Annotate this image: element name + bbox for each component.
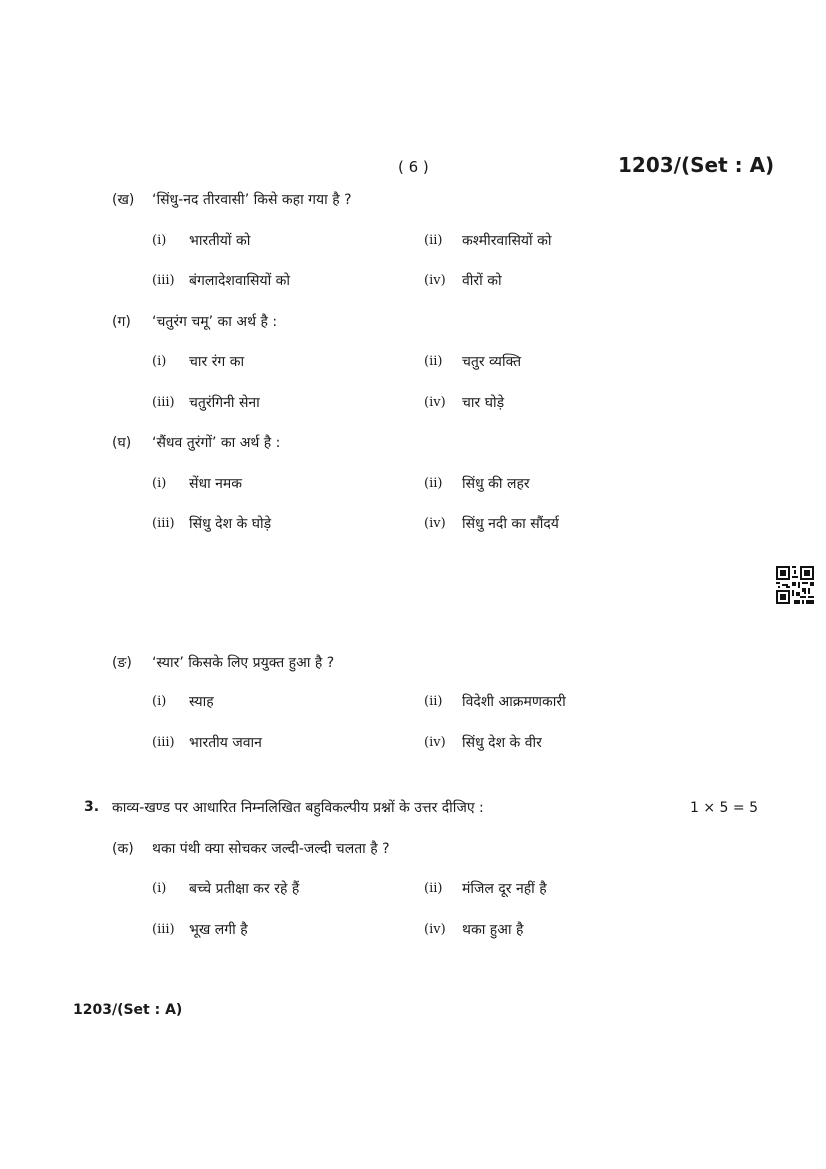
option-text: भारतीय जवान [189, 735, 262, 751]
paper-code-header: 1203/(Set : A) [618, 153, 775, 177]
qr-code-icon [776, 566, 814, 604]
option-text: चतुरंगिनी सेना [189, 395, 260, 411]
question-label: (ङ) [112, 655, 132, 671]
option-number: (ii) [424, 476, 443, 491]
option-number: (iv) [424, 735, 446, 750]
option-number: (iii) [152, 395, 175, 410]
option-text: मंजिल दूर नहीं है [462, 881, 547, 897]
question-label: (घ) [112, 435, 132, 451]
option-text: सेंधा नमक [189, 476, 243, 492]
option-text: सिंधु देश के घोड़े [189, 516, 272, 532]
option-number: (i) [152, 881, 167, 896]
option-number: (iii) [152, 735, 175, 750]
option-text: कश्मीरवासियों को [462, 233, 552, 249]
option-text: भूख लगी है [189, 922, 248, 938]
option-text: बंगलादेशवासियों को [189, 273, 291, 289]
option-number: (iv) [424, 395, 446, 410]
option-number: (i) [152, 694, 167, 709]
question-text: ‘चतुरंग चमू’ का अर्थ है : [152, 314, 278, 330]
option-number: (ii) [424, 881, 443, 896]
question-text: काव्य-खण्ड पर आधारित निम्नलिखित बहुविकल्पीय प्रश्नों के उत्तर दीजिए : [112, 800, 484, 816]
option-number: (ii) [424, 233, 443, 248]
page-number: ( 6 ) [398, 158, 429, 176]
option-number: (iv) [424, 516, 446, 531]
option-number: (i) [152, 476, 167, 491]
option-number: (iv) [424, 922, 446, 937]
option-text: चार रंग का [189, 354, 245, 370]
option-text: चार घोड़े [462, 395, 505, 411]
option-text: थका हुआ है [462, 922, 524, 938]
option-text: सिंधु देश के वीर [462, 735, 542, 751]
option-text: भारतीयों को [189, 233, 251, 249]
option-text: विदेशी आक्रमणकारी [462, 694, 566, 710]
option-text: चतुर व्यक्ति [462, 354, 522, 370]
option-number: (ii) [424, 354, 443, 369]
question-label: (ख) [112, 192, 135, 208]
option-number: (iii) [152, 922, 175, 937]
question-number: 3. [84, 799, 100, 815]
option-number: (i) [152, 233, 167, 248]
question-label: (ग) [112, 314, 131, 330]
option-text: स्याह [189, 694, 214, 710]
option-number: (ii) [424, 694, 443, 709]
option-text: सिंधु की लहर [462, 476, 530, 492]
question-text: ‘स्यार’ किसके लिए प्रयुक्त हुआ है ? [152, 655, 335, 671]
option-number: (iii) [152, 516, 175, 531]
question-label: (क) [112, 841, 134, 857]
paper-code-footer: 1203/(Set : A) [73, 1002, 183, 1018]
option-number: (i) [152, 354, 167, 369]
question-text: ‘सैंधव तुरंगों’ का अर्थ है : [152, 435, 281, 451]
marks-allocation: 1 × 5 = 5 [690, 800, 758, 816]
question-text: ‘सिंधु-नद तीरवासी’ किसे कहा गया है ? [152, 192, 352, 208]
question-text: थका पंथी क्या सोचकर जल्दी-जल्दी चलता है ? [152, 841, 390, 857]
option-number: (iv) [424, 273, 446, 288]
option-text: बच्चे प्रतीक्षा कर रहे हैं [189, 881, 300, 897]
option-text: वीरों को [462, 273, 502, 289]
option-number: (iii) [152, 273, 175, 288]
option-text: सिंधु नदी का सौंदर्य [462, 516, 559, 532]
